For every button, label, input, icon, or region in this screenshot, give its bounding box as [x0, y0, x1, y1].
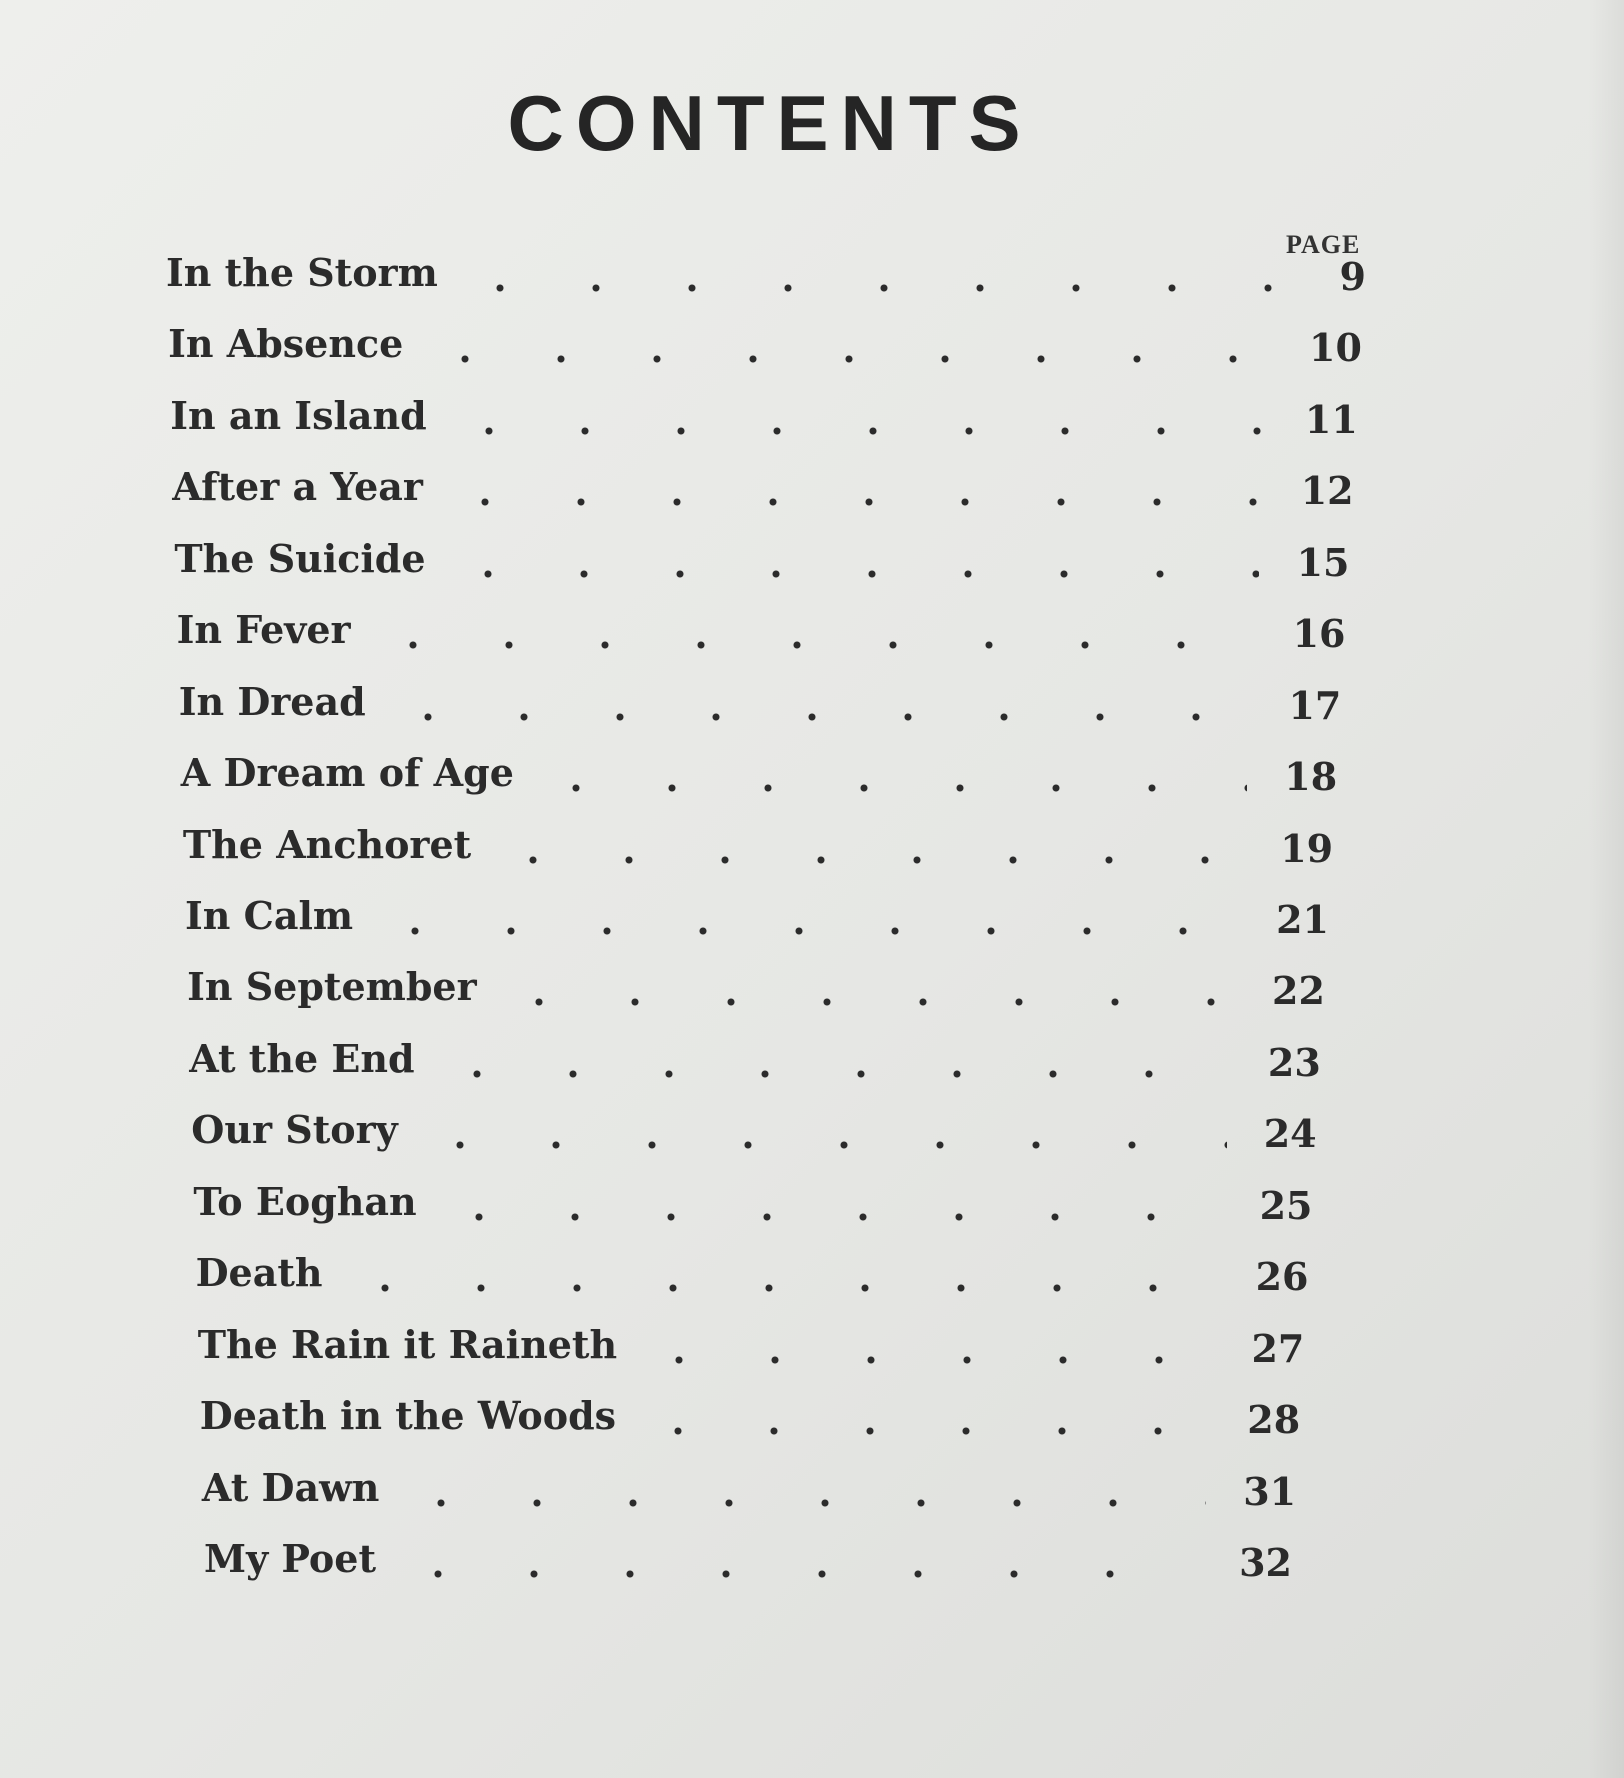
dot-leader	[491, 954, 1235, 1014]
toc-entry	[170, 383, 1358, 443]
toc-entry-title: In Absence	[168, 321, 404, 367]
toc-entry	[168, 311, 1362, 371]
dot-leader	[380, 669, 1252, 729]
toc-entry-page: 31	[1243, 1468, 1297, 1514]
toc-entry-title: To Eoghan	[193, 1178, 417, 1224]
toc-entry-title: In Fever	[176, 607, 351, 653]
toc-entry-title: A Dream of Age	[180, 750, 514, 796]
toc-entry-title: After a Year	[172, 464, 423, 510]
dot-leader	[528, 740, 1247, 800]
dot-leader	[390, 1526, 1202, 1586]
toc-entry-page: 27	[1251, 1325, 1305, 1371]
toc-entry-title: In Calm	[185, 893, 354, 938]
toc-entry-page: 24	[1263, 1111, 1317, 1157]
toc-entry	[174, 526, 1349, 586]
dot-leader	[417, 311, 1272, 371]
toc-entry-page: 17	[1288, 682, 1342, 728]
toc-entry-title: In the Storm	[166, 250, 438, 295]
toc-entry	[183, 812, 1333, 872]
toc-entry-page: 23	[1267, 1039, 1321, 1085]
toc-entry-title: In an Island	[170, 392, 427, 438]
toc-entry-title: My Poet	[204, 1536, 377, 1581]
toc-entry-title: Death	[195, 1250, 323, 1296]
dot-leader	[437, 454, 1264, 514]
dot-leader	[412, 1097, 1227, 1157]
toc-entry	[204, 1526, 1292, 1586]
dot-leader	[485, 812, 1243, 872]
toc-entry-page: 9	[1339, 254, 1366, 299]
toc-entry-title: The Suicide	[174, 535, 426, 581]
toc-entry-page: 28	[1247, 1397, 1301, 1443]
toc-entry-title: At Dawn	[201, 1464, 380, 1510]
toc-entry-title: In Dread	[178, 678, 366, 724]
toc-entry-title: Death in the Woods	[199, 1393, 617, 1439]
toc-entry-title: The Anchoret	[182, 821, 472, 867]
toc-entry	[189, 1026, 1321, 1086]
toc-entry-page: 32	[1239, 1540, 1292, 1585]
dot-leader	[367, 883, 1239, 943]
dot-leader	[440, 526, 1260, 586]
toc-entry	[179, 669, 1342, 729]
toc-entry	[187, 954, 1325, 1014]
toc-entry-title: In September	[187, 964, 477, 1010]
toc-entry-page: 21	[1276, 897, 1329, 942]
toc-entry	[196, 1240, 1309, 1300]
toc-entry-page: 26	[1255, 1254, 1309, 1300]
toc-entry-title: At the End	[189, 1035, 415, 1081]
toc-entry-page: 22	[1272, 968, 1325, 1014]
toc-entry	[181, 740, 1337, 800]
toc-entry	[172, 454, 1353, 514]
toc-entry-page: 11	[1304, 396, 1358, 442]
toc-entry	[193, 1169, 1312, 1229]
toc-entry-title: The Rain it Raineth	[197, 1321, 618, 1367]
dot-leader	[429, 1026, 1231, 1086]
contents-heading: CONTENTS	[507, 79, 1033, 167]
dot-leader	[630, 1383, 1210, 1443]
dot-leader	[337, 1240, 1219, 1300]
dot-leader	[631, 1312, 1214, 1372]
page-column-label: PAGE	[1286, 230, 1361, 259]
dot-leader	[441, 383, 1268, 443]
toc-entry-page: 18	[1284, 754, 1338, 800]
toc-entry	[191, 1097, 1316, 1157]
toc-entry-page: 25	[1259, 1182, 1313, 1228]
dot-leader	[393, 1455, 1206, 1515]
toc-entry-title: Our Story	[191, 1107, 398, 1153]
toc-entry-page: 10	[1309, 325, 1362, 371]
toc-entry	[177, 597, 1346, 657]
toc-entry	[198, 1312, 1305, 1372]
toc-entry-page: 19	[1280, 825, 1334, 871]
toc-entry-page: 15	[1296, 539, 1350, 585]
toc-entry	[200, 1383, 1300, 1443]
dot-leader	[431, 1169, 1223, 1229]
toc-entry-page: 16	[1292, 611, 1346, 657]
toc-entry-page: 12	[1300, 468, 1354, 514]
toc-entry	[166, 240, 1366, 300]
dot-leader	[365, 597, 1256, 657]
toc-entry	[185, 883, 1329, 943]
toc-entry	[202, 1455, 1296, 1515]
dot-leader	[452, 240, 1276, 300]
